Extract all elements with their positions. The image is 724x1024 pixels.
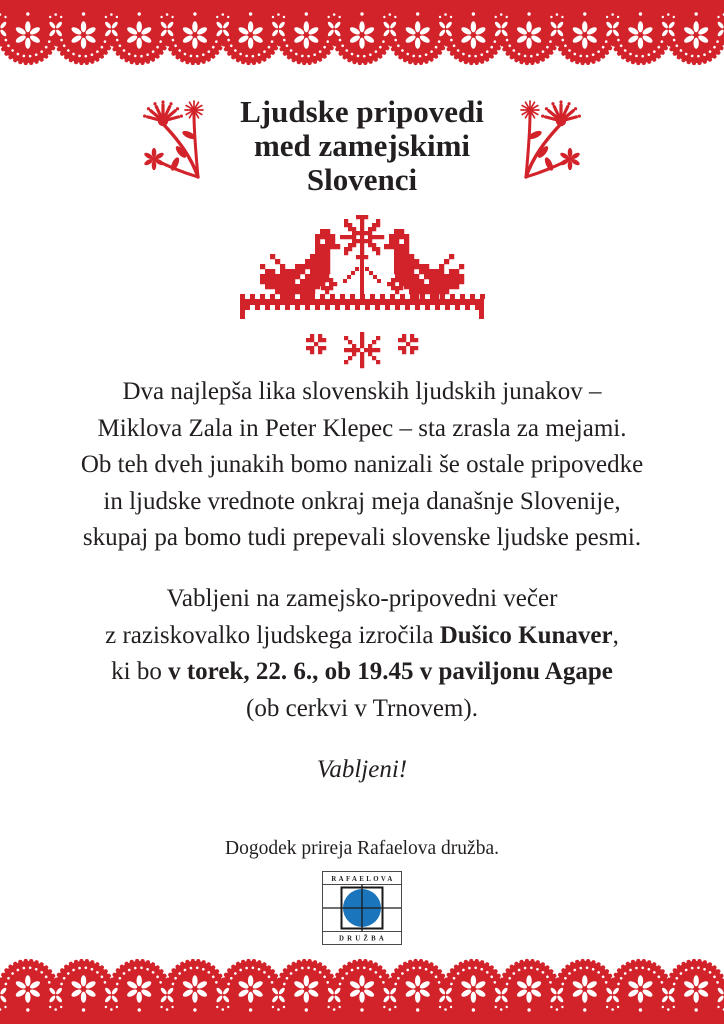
page-title — [0, 95, 724, 197]
intro-paragraph — [0, 374, 724, 557]
intro-line: Dva najlepša lika slovenskih ljudskih junakov – — [122, 378, 602, 405]
invitation-paragraph — [0, 581, 724, 727]
invitation-line — [0, 618, 724, 655]
invitation-text: ki bo — [111, 658, 169, 685]
invitation-text: z raziskovalko ljudskega izročila — [105, 621, 440, 649]
logo-bottom-text: DRUŽBA — [339, 935, 387, 943]
logo-top-text: RAFAELOVA — [331, 876, 395, 883]
page-title-line: Slovenci — [306, 162, 418, 197]
intro-line: Miklova Zala in Peter Klepec – sta zrasla za mejami. — [97, 414, 627, 442]
intro-line: in ljudske vrednote onkraj meja današnje Slovenije, — [103, 487, 621, 515]
invitation-line — [0, 654, 724, 691]
intro-line: Ob teh dveh junakih bomo nanizali še ostale pripovedke — [80, 451, 644, 478]
invitation-line: Vabljeni na zamejsko-pripovedni večer — [166, 585, 558, 612]
closing-exclamation: Vabljeni! — [316, 756, 408, 783]
page-title-line: Ljudske pripovedi — [240, 94, 484, 129]
guest-name: Dušico Kunaver — [439, 621, 613, 649]
invitation-text: , — [612, 621, 619, 649]
intro-line: skupaj pa bomo tudi prepevali slovenske ljudske pesmi. — [82, 524, 642, 551]
event-date-place: v torek, 22. 6., ob 19.45 v paviljonu Agape — [168, 658, 613, 685]
invitation-line: (ob cerkvi v Trnovem). — [246, 694, 478, 722]
organizer-text: Dogodek prireja Rafaelova družba. — [225, 838, 499, 859]
page-title-line: med zamejskimi — [253, 128, 471, 163]
rafaelova-druzba-logo — [322, 871, 402, 945]
lace-border-top-icon — [0, 0, 724, 66]
lace-border-bottom-icon — [0, 958, 724, 1024]
